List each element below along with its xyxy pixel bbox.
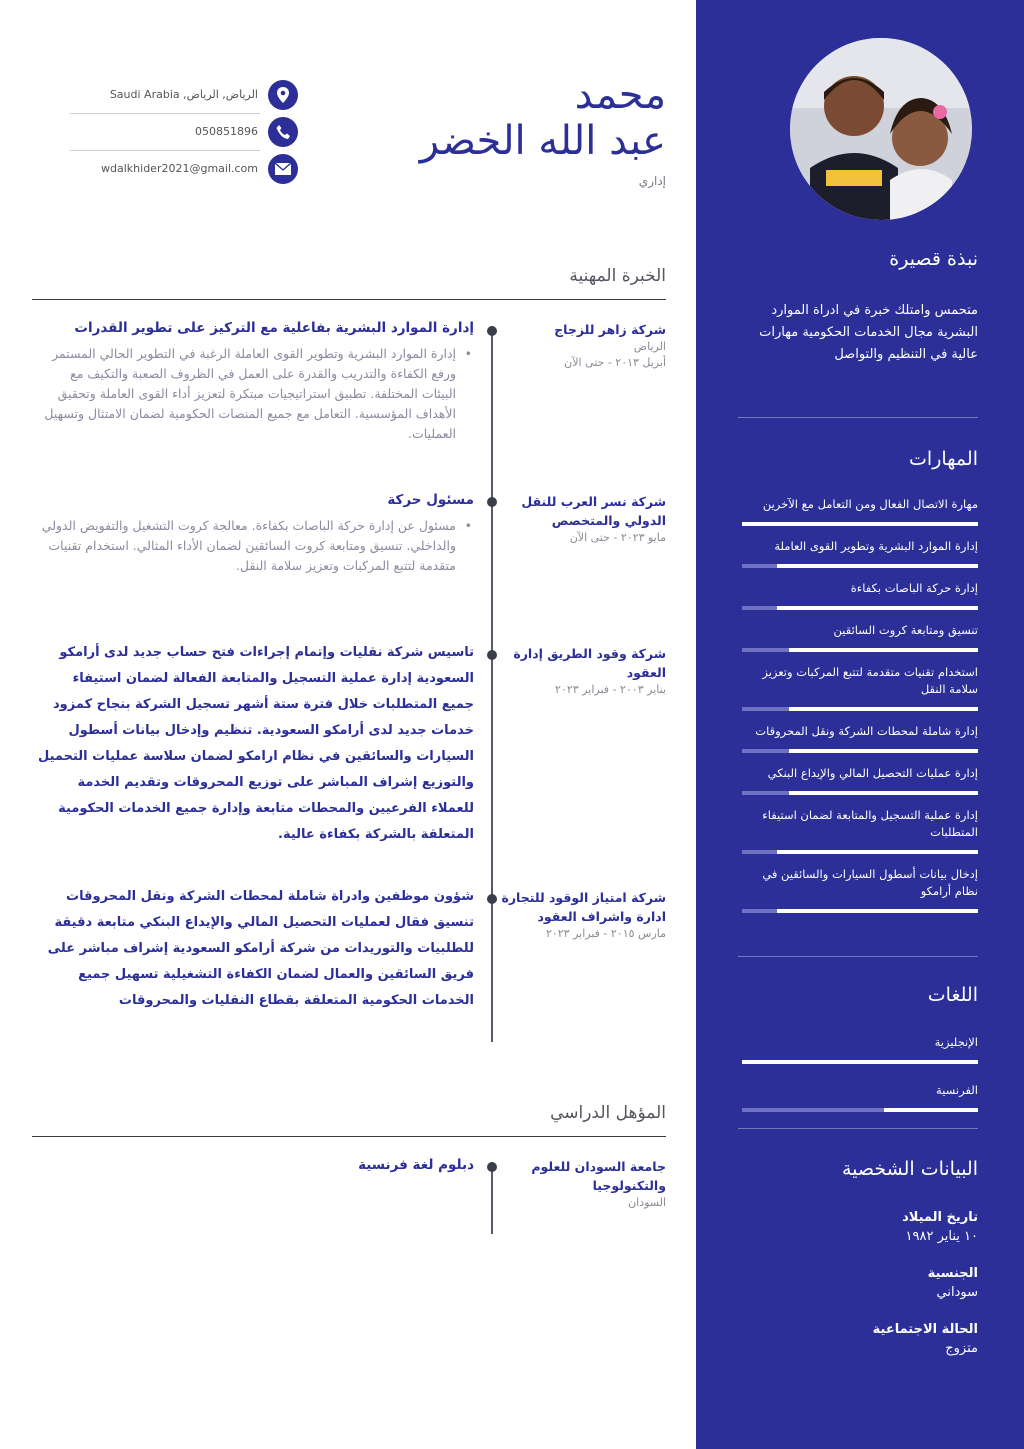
section-rule	[32, 299, 666, 300]
email-text: wdalkhider2021@gmail.com	[101, 162, 258, 175]
skill-label: تنسيق ومتابعة كروت السائقين	[833, 623, 978, 637]
skill-label: إدارة عملية التسجيل والمتابعة لضمان استيفاء المتطلبات	[762, 808, 978, 839]
skill-bar-fill	[777, 564, 978, 568]
skill-item	[742, 807, 978, 854]
language-label: الفرنسية	[936, 1083, 978, 1097]
skill-item	[742, 765, 978, 795]
phone-icon	[268, 117, 298, 147]
languages-list	[742, 1034, 978, 1130]
skill-bar-fill	[789, 648, 978, 652]
skill-item	[742, 723, 978, 753]
summary-text: متحمس وامتلك خبرة في ادراة الموارد البشرية مجال الخدمات الحكومية مهارات عالية في التنظيم والتواصل	[759, 303, 978, 362]
personal-label: الجنسية	[927, 1266, 978, 1281]
contact-address	[70, 80, 298, 112]
summary-title: نبذة قصيرة	[889, 248, 978, 270]
skills-list	[742, 496, 978, 925]
skill-label: إدارة الموارد البشرية وتطوير القوى العاملة	[774, 539, 978, 553]
job-org	[500, 492, 666, 546]
language-label: الإنجليزية	[934, 1035, 978, 1049]
personal-item	[742, 1266, 978, 1300]
skill-bar	[742, 606, 978, 610]
personal-label: الحالة الاجتماعية	[872, 1322, 978, 1337]
location-pin-icon	[268, 80, 298, 110]
timeline-dot	[487, 497, 497, 507]
degree-name: دبلوم لغة فرنسية	[358, 1157, 474, 1173]
skill-item	[742, 664, 978, 711]
skill-label: مهارة الاتصال الفعال ومن التعامل مع الآخرين	[762, 497, 978, 511]
skill-bar	[742, 707, 978, 711]
org-dates: مايو ٢٠٢٣ - حتى الآن	[569, 531, 666, 544]
skill-label: إدخال بيانات أسطول السيارات والسائقين في نظام أرامكو	[762, 867, 978, 898]
skill-bar-fill	[789, 749, 978, 753]
contact-divider	[70, 113, 260, 114]
skills-title: المهارات	[909, 448, 978, 470]
job-body	[36, 492, 474, 576]
job-role: إدارة الموارد البشرية بفاعلية مع التركيز على تطوير القدرات	[74, 320, 474, 336]
skill-bar-fill	[777, 909, 978, 913]
skill-item	[742, 496, 978, 526]
language-bar	[742, 1060, 978, 1064]
experience-timeline	[491, 326, 493, 1042]
education-org	[500, 1157, 666, 1211]
university-location: السودان	[628, 1196, 666, 1209]
org-dates: مارس ٢٠١٥ - فبراير ٢٠٢٣	[545, 927, 666, 940]
job-description: • إدارة الموارد البشرية وتطوير القوى العاملة الرغبة في التطوير الحالي المستمر ورفع الكفاءة والتدريب والقدرة على العمل في الظروف الصعبة والتكيف مع البيئات المختلفة. تطبيق استراتيجيات مبتكرة لتعزيز أداء القوى العاملة وتحقيق الأهداف المؤسسية. التعامل مع جميع المنصات الحكومية لضمان الامتثال وتسهيل العمليات.	[36, 344, 474, 444]
personal-title: البيانات الشخصية	[841, 1158, 978, 1180]
skill-bar	[742, 564, 978, 568]
skill-item	[742, 580, 978, 610]
timeline-dot	[487, 894, 497, 904]
org-dates: أبريل ٢٠١٣ - حتى الآن	[564, 356, 666, 369]
skill-label: إدارة شاملة لمحطات الشركة ونقل المحروقات	[755, 724, 978, 738]
job-body	[36, 320, 474, 444]
envelope-icon	[268, 154, 298, 184]
skill-bar-fill	[777, 606, 978, 610]
contact-phone	[70, 117, 298, 149]
university-name: جامعة السودان للعلوم والتكنولوجيا	[531, 1159, 666, 1193]
job-description: • مسئول عن إدارة حركة الباصات بكفاءة. معالجة كروت التشغيل والتفويض الدولي والداخلي. تنسيق ومتابعة كروت السائقين لضمان الأداء المثالي. استخدام تقنيات متقدمة لتتبع المركبات وتعزيز سلامة النقل.	[36, 516, 474, 576]
timeline-dot	[487, 650, 497, 660]
section-rule	[32, 1136, 666, 1137]
skill-bar-fill	[777, 850, 978, 854]
language-bar-fill	[884, 1108, 978, 1112]
sidebar	[696, 0, 1024, 1449]
skill-item	[742, 866, 978, 913]
skill-bar-fill	[789, 791, 978, 795]
last-name: عبد الله الخضر	[419, 118, 666, 164]
sidebar-divider	[738, 1128, 978, 1129]
profile-photo-image	[790, 38, 972, 220]
phone-text: 050851896	[195, 125, 258, 138]
job-org	[500, 888, 666, 942]
job-body	[36, 884, 474, 1014]
personal-data-list	[742, 1210, 978, 1378]
skill-item	[742, 622, 978, 652]
personal-label: تاريخ الميلاد	[902, 1210, 978, 1225]
org-name: شركة وقود الطريق إدارة العقود	[513, 646, 666, 680]
job-body	[36, 640, 474, 848]
skill-bar	[742, 791, 978, 795]
org-location: الرياض	[633, 340, 666, 353]
skill-label: استخدام تقنيات متقدمة لتتبع المركبات وتعزيز سلامة النقل	[762, 665, 978, 696]
language-bar	[742, 1108, 978, 1112]
skill-label: إدارة حركة الباصات بكفاءة	[850, 581, 978, 595]
timeline-dot	[487, 1162, 497, 1172]
skill-bar-fill	[789, 707, 978, 711]
language-item	[742, 1082, 978, 1112]
job-role: مسئول حركة	[387, 492, 474, 508]
org-name: شركة نسر العرب للنقل الدولي والمتخصص	[521, 494, 666, 528]
job-org	[500, 320, 666, 371]
language-item	[742, 1034, 978, 1064]
languages-title: اللغات	[927, 984, 978, 1006]
skill-bar-fill	[742, 522, 978, 526]
job-title: إداري	[638, 174, 666, 188]
education-timeline	[491, 1162, 493, 1234]
sidebar-divider	[738, 417, 978, 418]
contact-divider	[70, 150, 260, 151]
personal-item	[742, 1210, 978, 1244]
profile-photo	[790, 38, 972, 220]
org-name: شركة زاهر للزجاج	[554, 322, 666, 337]
address-text: الرياض, الرياض, Saudi Arabia	[109, 88, 258, 101]
personal-item	[742, 1322, 978, 1356]
personal-value: ١٠ يناير ١٩٨٢	[905, 1229, 978, 1244]
education-body	[36, 1157, 474, 1181]
education-title: المؤهل الدراسي	[550, 1103, 666, 1123]
job-description: تاسيس شركة نقليات وإتمام إجراءات فتح حساب جديد لدى أرامكو السعودية إدارة عملية التسجيل والمتابعة الفعالة لضمان استيفاء جميع المتطلبات خلال فترة ستة أشهر تسجيل الشركة بنجاح كمزود خدمات جديد لدى أرامكو السعودية. تنظيم وإدخال بيانات أسطول السيارات والسائقين في نظام ارامكو لضمان سلاسة عمليات التحميل والتوزيع إشراف المباشر على توزيع المحروقات وتقديم الخدمة للعملاء الفرعيين والمحطات متابعة وإدارة جميع الخدمات الحكومية المتعلقة بالشركة بكفاءة عالية.	[37, 645, 474, 842]
personal-value: سوداني	[936, 1285, 978, 1300]
personal-value: متزوج	[945, 1341, 978, 1356]
first-name: محمد	[574, 72, 666, 118]
skill-label: إدارة عمليات التحصيل المالي والإيداع البنكي	[767, 766, 978, 780]
job-org	[500, 644, 666, 698]
sidebar-divider	[738, 956, 978, 957]
skill-item	[742, 538, 978, 568]
skill-bar	[742, 522, 978, 526]
skill-bar	[742, 749, 978, 753]
language-bar-fill	[742, 1060, 978, 1064]
contact-email	[70, 154, 298, 186]
skill-bar	[742, 648, 978, 652]
org-dates: يناير ٢٠٠٣ - فبراير ٢٠٢٣	[555, 683, 666, 696]
skill-bar	[742, 850, 978, 854]
experience-title: الخبرة المهنية	[569, 266, 666, 286]
job-description: شؤون موظفين وادراة شاملة لمحطات الشركة ونقل المحروقات تنسيق فقال لعمليات التحصيل المالي والإيداع البنكي متابعة دقيقة للطلبيات والتوريدات من شركة أرامكو السعودية إشراف مباشر على فريق السائقين والعمال لضمان الكفاءة التشغيلية تسهيل جميع الخدمات الحكومية المتعلقة بقطاع النقليات والمحروقات	[47, 889, 474, 1008]
skill-bar	[742, 909, 978, 913]
org-name: شركة امتياز الوقود للتجارة ادارة واشراف العقود	[501, 890, 666, 924]
timeline-dot	[487, 326, 497, 336]
